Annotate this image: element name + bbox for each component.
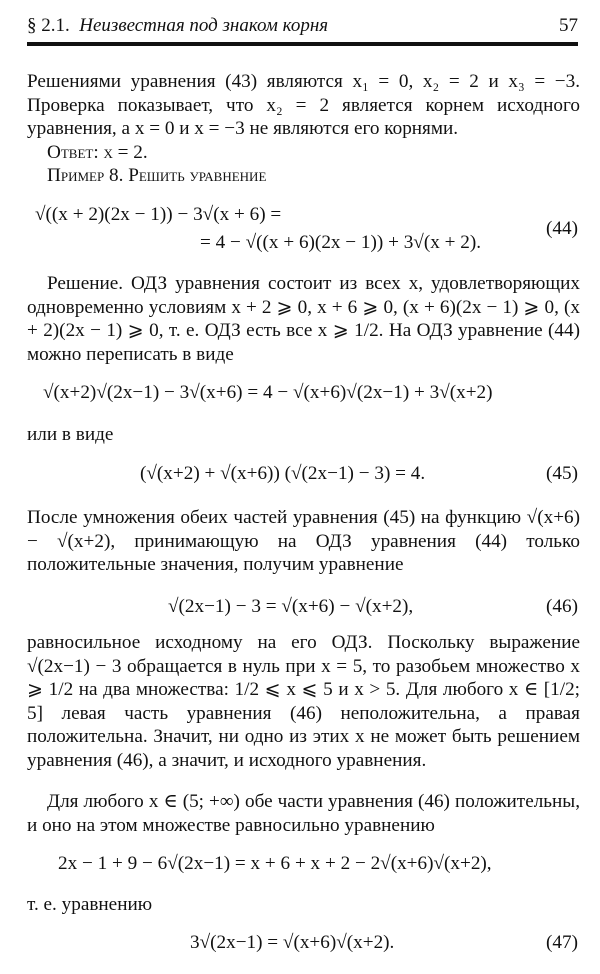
equation-47-number: (47) <box>546 932 578 953</box>
ie-text: т. е. уравнению <box>27 894 153 915</box>
equation-47: 3√(2x−1) = √(x+6)√(x+2). <box>190 932 395 953</box>
or-in-form-text: или в виде <box>27 424 114 445</box>
paragraph-interval: Для любого x ∈ (5; +∞) обе части уравнения (46) положительны, и оно на этом множестве равносильно уравнению <box>27 791 580 836</box>
equation-45: (√(x+2) + √(x+6)) (√(2x−1) − 3) = 4. <box>140 463 426 484</box>
equation-44-line-2: = 4 − √((x + 6)(2x − 1)) + 3√(x + 2). <box>200 232 482 253</box>
page-header <box>27 12 578 46</box>
answer-line: Ответ: x = 2. <box>47 142 148 163</box>
paragraph-equivalent: равносильное исходному на его ОДЗ. Поскольку выражение √(2x−1) − 3 обращается в нуль при x = 5, то разобьем множество x ⩾ 1/2 на два множества: 1/2 ⩽ x ⩽ 5 и x > 5. Для любого x ∈ [1/2; 5] левая часть уравнения (46) неположительна, а правая положительна. Значит, ни одно из этих x не может быть решением уравнения (46), а значит, и исходного уравнения. <box>27 632 580 771</box>
section-heading <box>27 15 328 37</box>
section-title: Неизвестная под знаком корня <box>79 15 329 36</box>
equation-46-number: (46) <box>546 596 578 617</box>
equation-squared: 2x − 1 + 9 − 6√(2x−1) = x + 6 + x + 2 − 2√(x+6)√(x+2), <box>58 853 492 874</box>
paragraph-multiplication: После умножения обеих частей уравнения (45) на функцию √(x+6) − √(x+2), принимающую на ОДЗ уравнения (44) только положительные значения, получим уравнение <box>27 507 580 576</box>
equation-44-number: (44) <box>546 218 578 239</box>
example-heading: Пример 8. Решить уравнение <box>47 165 267 186</box>
paragraph-solution: Решение. ОДЗ уравнения состоит из всех x, удовлетворяющих одновременно условиям x + 2 ⩾ 0, x + 6 ⩾ 0, (x + 6)(2x − 1) ⩾ 0, (x + 2)(2x − 1) ⩾ 0, т. е. ОДЗ есть все x ⩾ 1/2. На ОДЗ уравнение (44) можно переписать в виде <box>27 273 580 365</box>
section-number: § 2.1. <box>27 15 70 36</box>
page-number: 57 <box>559 15 578 36</box>
equation-46: √(2x−1) − 3 = √(x+6) − √(x+2), <box>168 596 414 617</box>
equation-44-line-1: √((x + 2)(2x − 1)) − 3√(x + 6) = <box>35 204 282 225</box>
equation-45-number: (45) <box>546 463 578 484</box>
equation-rewritten: √(x+2)√(2x−1) − 3√(x+6) = 4 − √(x+6)√(2x−1) + 3√(x+2) <box>43 382 493 403</box>
paragraph-roots: Решениями уравнения (43) являются x₁ = 0, x₂ = 2 и x₃ = −3. Проверка показывает, что x₂ = 2 является корнем исходного уравнения, а x = 0 и x = −3 не являются его корнями. <box>27 71 580 140</box>
